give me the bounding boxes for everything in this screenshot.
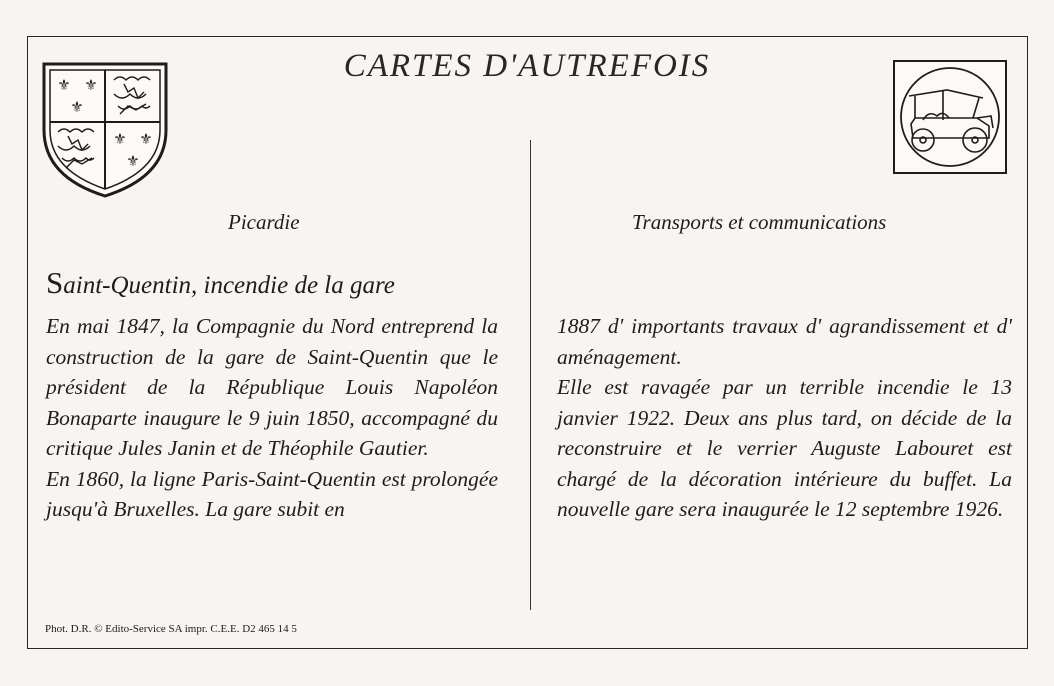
svg-text:⚜: ⚜ bbox=[84, 76, 98, 94]
svg-text:⚜: ⚜ bbox=[139, 130, 153, 148]
column-divider bbox=[530, 140, 531, 610]
article-heading bbox=[46, 265, 395, 301]
left-column-text bbox=[46, 311, 498, 525]
theme-label: Transports et communications bbox=[632, 210, 887, 234]
photo-credit: Phot. D.R. © Edito-Service SA impr. C.E.E. D2 465 14 5 bbox=[45, 623, 297, 635]
svg-text:⚜: ⚜ bbox=[126, 152, 140, 170]
card-title: CARTES D'AUTREFOIS bbox=[343, 48, 711, 84]
left-paragraph: En mai 1847, la Compagnie du Nord entreprend la construction de la gare de Saint-Quentin que le président de la République Louis Napoléon Bonaparte inaugure le 9 juin 1850, accompagné du critique Jules Janin et de Théophile Gautier. bbox=[46, 314, 498, 460]
svg-text:⚜: ⚜ bbox=[113, 130, 127, 148]
heading-text: aint-Quentin, incendie de la gare bbox=[63, 272, 395, 299]
svg-text:⚜: ⚜ bbox=[70, 98, 84, 116]
right-paragraph: 1887 d' importants travaux d' agrandissement et d' aménagement. bbox=[557, 314, 1012, 369]
region-label: Picardie bbox=[228, 210, 300, 234]
right-column-text bbox=[557, 311, 1012, 525]
heading-initial: S bbox=[46, 265, 64, 300]
right-paragraph: Elle est ravagée par un terrible incendie le 13 janvier 1922. Deux ans plus tard, on décide de la reconstruire et le verrier Auguste Labouret est chargé de la décoration intérieure du buffet. La nouvelle gare sera inaugurée le 12 septembre 1926. bbox=[557, 375, 1012, 521]
svg-text:⚜: ⚜ bbox=[57, 76, 71, 94]
vintage-car-icon bbox=[893, 60, 1007, 174]
coat-of-arms-icon bbox=[40, 60, 170, 200]
left-paragraph: En 1860, la ligne Paris-Saint-Quentin est prolongée jusqu'à Bruxelles. La gare subit en bbox=[46, 466, 498, 521]
